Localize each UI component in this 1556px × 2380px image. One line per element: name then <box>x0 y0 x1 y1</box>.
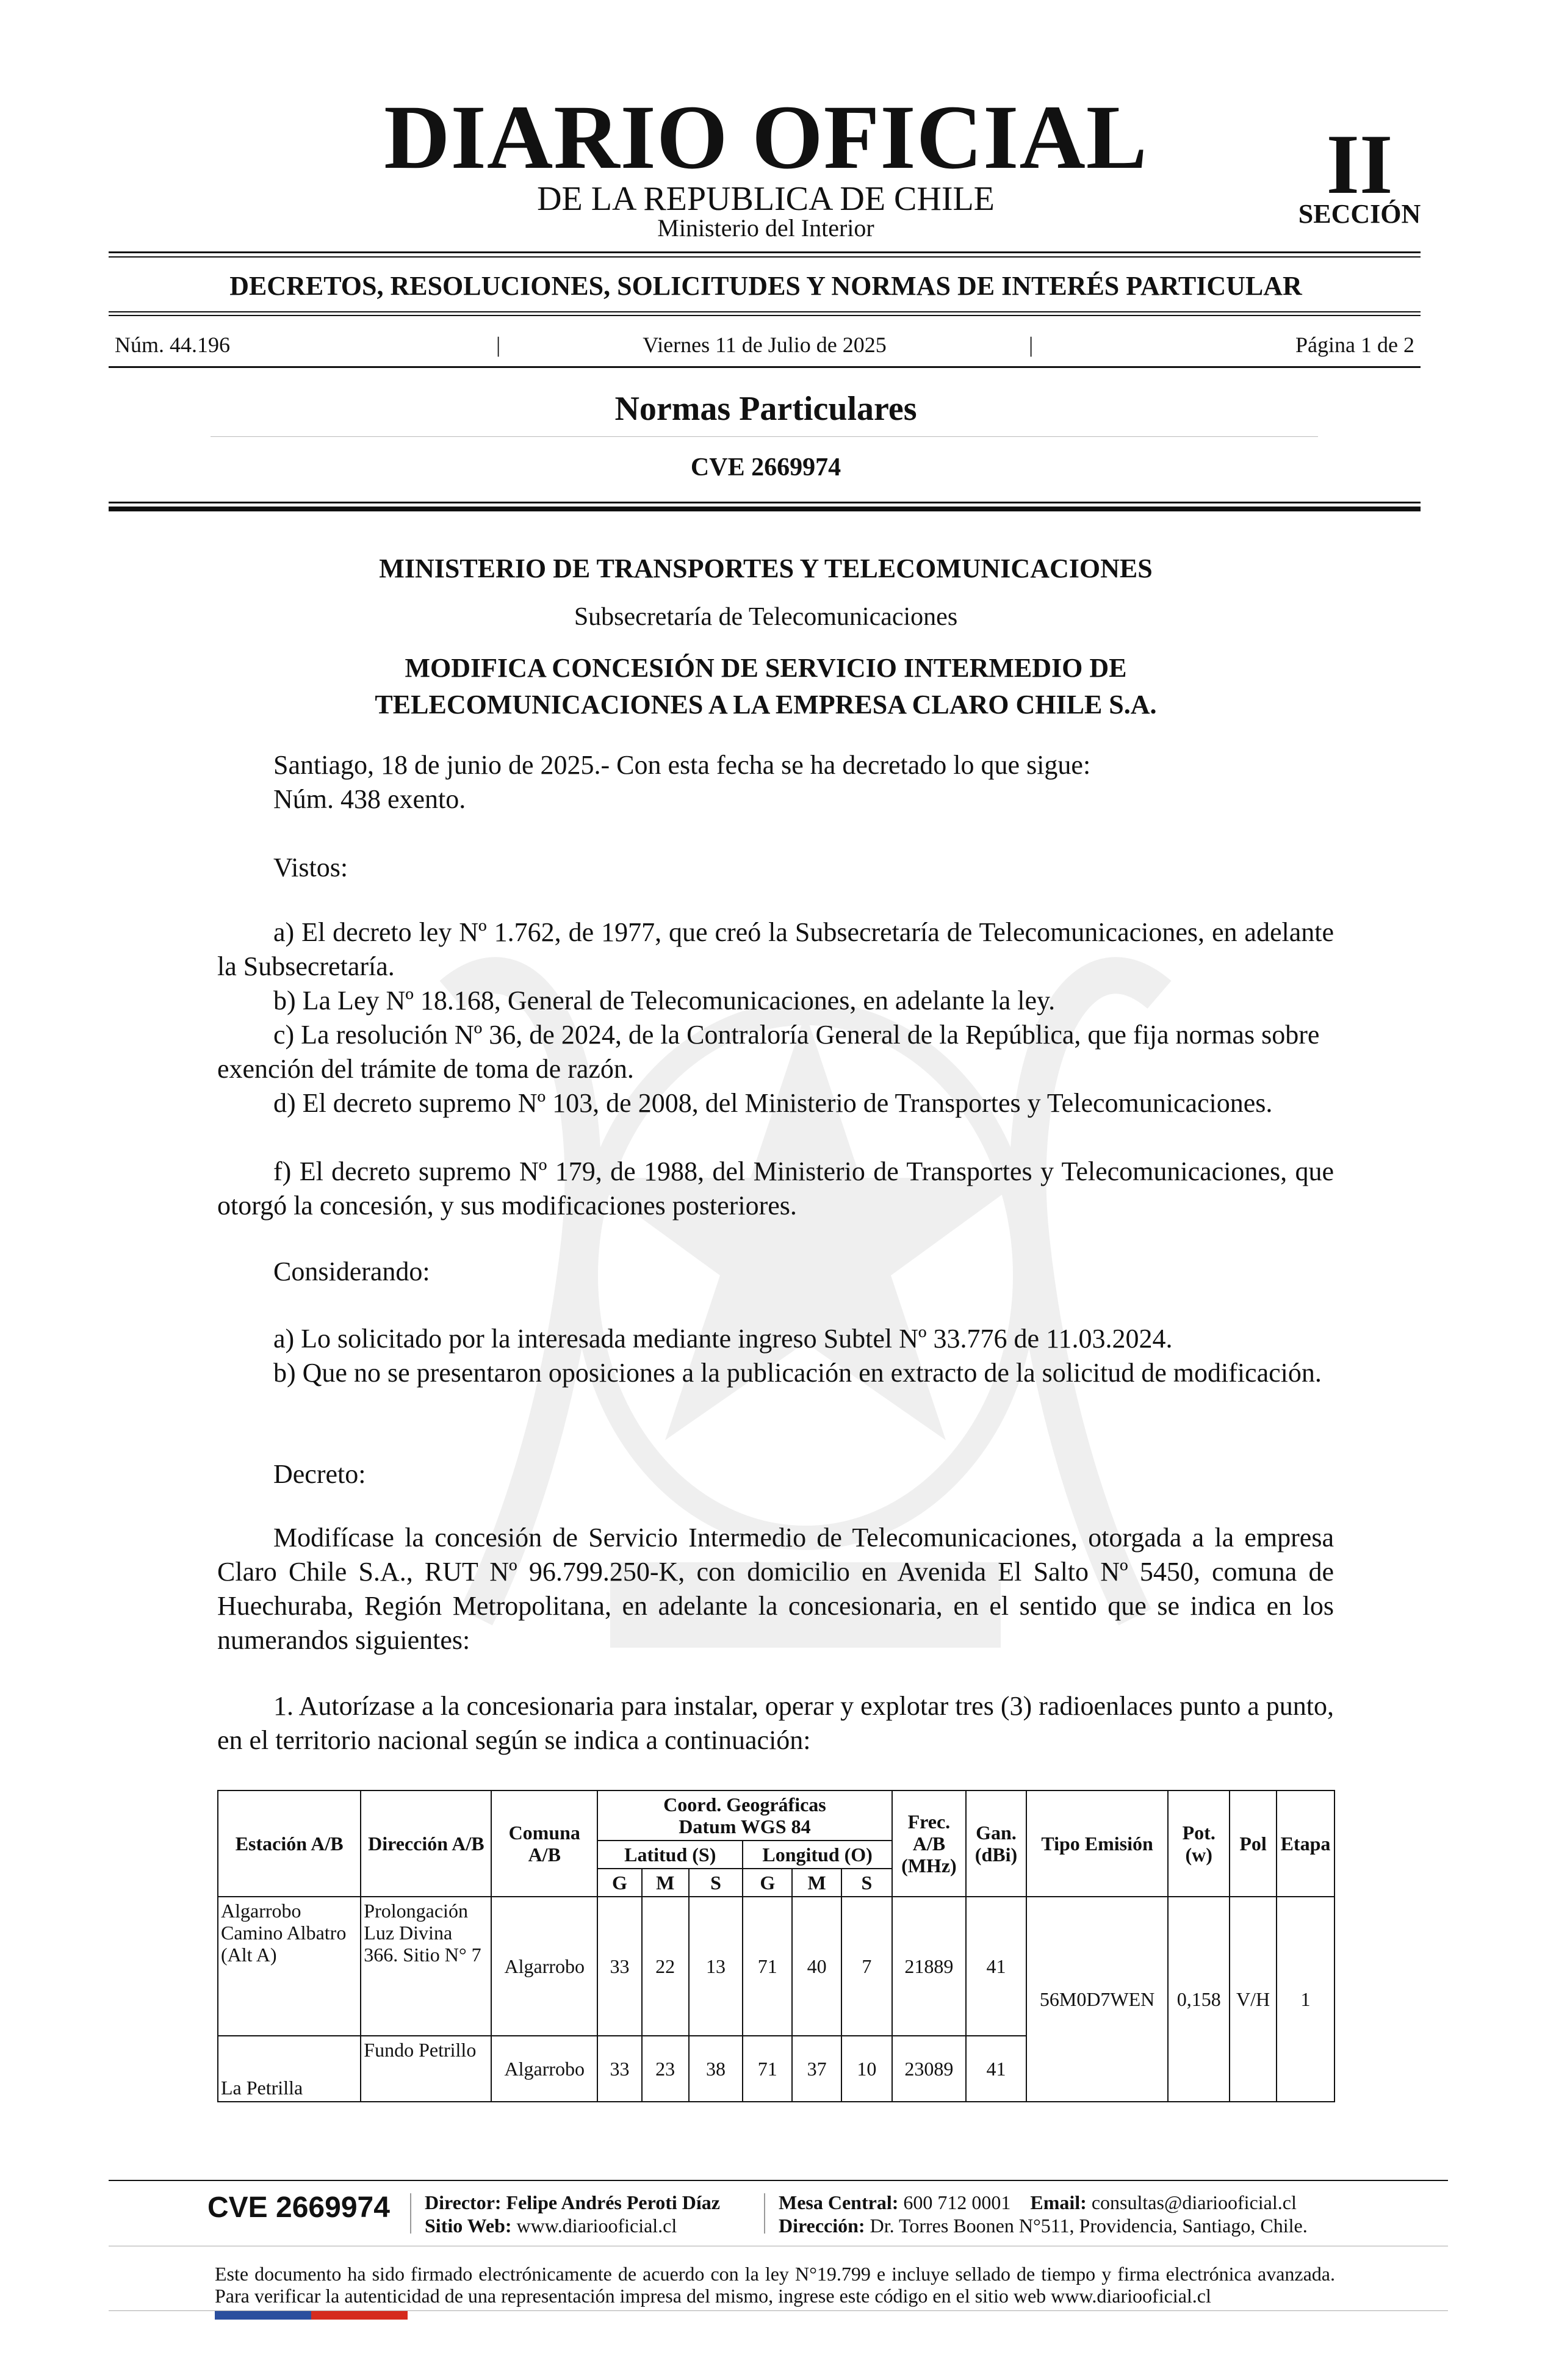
decreto-label: Decreto: <box>273 1459 366 1489</box>
footer-divider <box>410 2193 411 2234</box>
web-label: Sitio Web: <box>425 2215 512 2237</box>
page-indicator: Página 1 de 2 <box>1295 333 1414 357</box>
header-comuna: Comuna A/B <box>491 1790 597 1897</box>
cell-direccion: Fundo Petrillo <box>361 2036 491 2102</box>
header-estacion: Estación A/B <box>218 1790 361 1897</box>
considerando-item: a) Lo solicitado por la interesada mediante ingreso Subtel Nº 33.776 de 11.03.2024. <box>273 1324 1173 1354</box>
cve-rule-a <box>109 502 1421 503</box>
email-label: Email: <box>1030 2191 1087 2213</box>
cell-lat-g: 33 <box>597 2036 642 2102</box>
band-rule-a <box>109 311 1421 312</box>
flag-stripe-blue <box>215 2311 311 2320</box>
cve-heading: CVE 2669974 <box>690 453 841 481</box>
masthead-title: DIARIO OFICIAL <box>384 87 1148 188</box>
email-link[interactable]: consultas@diariooficial.cl <box>1091 2191 1297 2213</box>
subsecretaria-heading: Subsecretaría de Telecomunicaciones <box>574 603 958 631</box>
cell-lat-g: 33 <box>597 1897 642 2036</box>
cell-gan: 41 <box>966 1897 1026 2036</box>
intro-line: Santiago, 18 de junio de 2025.- Con esta fecha se ha decretado lo que sigue: <box>273 750 1091 780</box>
cell-lon-s: 10 <box>841 2036 892 2102</box>
item-1-paragraph: 1. Autorízase a la concesionaria para instalar, operar y explotar tres (3) radioenlaces punto a punto, en el territorio nacional según se indica a continuación: <box>217 1691 1334 1755</box>
heading-thin-rule <box>211 436 1318 437</box>
table-header-row <box>218 1790 1334 1841</box>
ministry-heading: MINISTERIO DE TRANSPORTES Y TELECOMUNICACIONES <box>379 554 1153 583</box>
header-g: G <box>597 1869 642 1897</box>
info-separator: | <box>496 333 501 357</box>
decree-title <box>0 650 1532 723</box>
section-label: SECCIÓN <box>1298 199 1421 229</box>
footer-divider <box>764 2193 765 2234</box>
footer-mesa-line <box>779 2191 1352 2214</box>
cell-frec: 21889 <box>892 1897 966 2036</box>
header-s: S <box>841 1869 892 1897</box>
director-name: Felipe Andrés Peroti Díaz <box>506 2191 720 2213</box>
footer-address-line <box>779 2214 1352 2237</box>
cell-pol: V/H <box>1230 1897 1277 2102</box>
address: Dr. Torres Boonen N°511, Providencia, Santiago, Chile. <box>870 2215 1308 2237</box>
decree-title-line: TELECOMUNICACIONES A LA EMPRESA CLARO CHILE S.A. <box>375 690 1157 719</box>
cell-comuna: Algarrobo <box>491 2036 597 2102</box>
vistos-item: a) El decreto ley Nº 1.762, de 1977, que creó la Subsecretaría de Telecomunicaciones, en adelante la Subsecretaría. <box>217 917 1334 981</box>
cell-frec: 23089 <box>892 2036 966 2102</box>
header-etapa: Etapa <box>1277 1790 1334 1897</box>
footer-rule-top <box>109 2180 1448 2181</box>
header-latitud: Latitud (S) <box>597 1841 743 1869</box>
masthead-ministry: Ministerio del Interior <box>657 214 874 242</box>
cell-lat-s: 38 <box>689 2036 743 2102</box>
radio-links-table <box>217 1790 1335 2102</box>
cell-lat-m: 22 <box>642 1897 689 2036</box>
cell-lon-g: 71 <box>743 2036 792 2102</box>
cve-rule-b <box>109 507 1421 511</box>
header-direccion: Dirección A/B <box>361 1790 491 1897</box>
header-tipo: Tipo Emisión <box>1026 1790 1168 1897</box>
header-coord <box>597 1790 892 1841</box>
section-heading: Normas Particulares <box>614 390 917 428</box>
direccion-label: Dirección: <box>779 2215 865 2237</box>
mesa-phone: 600 712 0001 <box>903 2191 1011 2213</box>
header-coord-line: Datum WGS 84 <box>679 1816 811 1837</box>
mesa-label: Mesa Central: <box>779 2191 899 2213</box>
vistos-item: f) El decreto supremo Nº 179, de 1988, del Ministerio de Transportes y Telecomunicaciones, que otorgó la concesión, y sus modificaciones posteriores. <box>217 1156 1334 1221</box>
cell-estacion: La Petrilla <box>218 2036 361 2102</box>
header-pol: Pol <box>1230 1790 1277 1897</box>
cell-lat-m: 23 <box>642 2036 689 2102</box>
cell-direccion: Prolongación Luz Divina 366. Sitio N° 7 <box>361 1897 491 2036</box>
flag-stripe-red <box>311 2311 408 2320</box>
header-longitud: Longitud (O) <box>743 1841 891 1869</box>
decree-number: Núm. 438 exento. <box>273 784 466 814</box>
header-rule-top <box>109 251 1421 253</box>
cell-lon-s: 7 <box>841 1897 892 2036</box>
cell-etapa: 1 <box>1277 1897 1334 2102</box>
section-number: II <box>1326 117 1393 212</box>
cell-lon-g: 71 <box>743 1897 792 2036</box>
director-label: Director: <box>425 2191 502 2213</box>
header-coord-line: Coord. Geográficas <box>663 1794 826 1816</box>
header-frec: Frec. A/B (MHz) <box>892 1790 966 1897</box>
table-row <box>218 1897 1334 2036</box>
masthead-subtitle: DE LA REPUBLICA DE CHILE <box>537 180 995 218</box>
vistos-item: c) La resolución Nº 36, de 2024, de la Contraloría General de la República, que fija normas sobre exención del trámite de toma de razón. <box>217 1020 1320 1084</box>
header-gan: Gan. (dBi) <box>966 1790 1026 1897</box>
decree-title-line: MODIFICA CONCESIÓN DE SERVICIO INTERMEDIO DE <box>405 653 1127 683</box>
header-s: S <box>689 1869 743 1897</box>
header-pot: Pot. (w) <box>1168 1790 1230 1897</box>
band-rule-b <box>109 315 1421 316</box>
web-link[interactable]: www.diariooficial.cl <box>516 2215 677 2237</box>
header-m: M <box>642 1869 689 1897</box>
cell-lon-m: 37 <box>792 2036 841 2102</box>
header-rule-top-thin <box>109 256 1421 258</box>
vistos-label: Vistos: <box>273 853 348 882</box>
cell-gan: 41 <box>966 2036 1026 2102</box>
issue-number: Núm. 44.196 <box>115 333 230 357</box>
header-m: M <box>792 1869 841 1897</box>
decreto-paragraph: Modifícase la concesión de Servicio Intermedio de Telecomunicaciones, otorgada a la empresa Claro Chile S.A., RUT Nº 96.799.250-K, con domicilio en Avenida El Salto Nº 5450, comuna de Huechuraba, Región Metropolitana, en adelante la concesionaria, en el sentido que se indica en los numerandos siguientes: <box>217 1523 1334 1655</box>
footer-director-block <box>425 2191 766 2237</box>
considerando-item: b) Que no se presentaron oposiciones a la publicación en extracto de la solicitud de modificación. <box>273 1358 1322 1388</box>
issue-date: Viernes 11 de Julio de 2025 <box>643 333 887 357</box>
band-title: DECRETOS, RESOLUCIONES, SOLICITUDES Y NORMAS DE INTERÉS PARTICULAR <box>229 271 1302 301</box>
footer-web-line <box>425 2214 766 2237</box>
vistos-item: d) El decreto supremo Nº 103, de 2008, del Ministerio de Transportes y Telecomunicaciones. <box>273 1088 1273 1118</box>
considerando-label: Considerando: <box>273 1257 430 1286</box>
cell-lat-s: 13 <box>689 1897 743 2036</box>
cell-comuna: Algarrobo <box>491 1897 597 2036</box>
cell-tipo: 56M0D7WEN <box>1026 1897 1168 2102</box>
footer-contact-block <box>779 2191 1352 2237</box>
cell-pot: 0,158 <box>1168 1897 1230 2102</box>
header-g: G <box>743 1869 792 1897</box>
footer-cve: CVE 2669974 <box>207 2191 390 2224</box>
info-separator: | <box>1029 333 1034 357</box>
vistos-item: b) La Ley Nº 18.168, General de Telecomunicaciones, en adelante la ley. <box>273 986 1056 1015</box>
footer-director-line <box>425 2191 766 2214</box>
info-rule <box>109 366 1421 368</box>
cell-lon-m: 40 <box>792 1897 841 2036</box>
legal-notice: Este documento ha sido firmado electrónicamente de acuerdo con la ley N°19.799 e incluye sellado de tiempo y firma electrónica avanzada. Para verificar la autenticidad de una representación impresa del mismo, ingrese este código en el sitio web www.diariooficial.cl <box>215 2263 1335 2307</box>
cell-estacion: Algarrobo Camino Albatro (Alt A) <box>218 1897 361 2036</box>
